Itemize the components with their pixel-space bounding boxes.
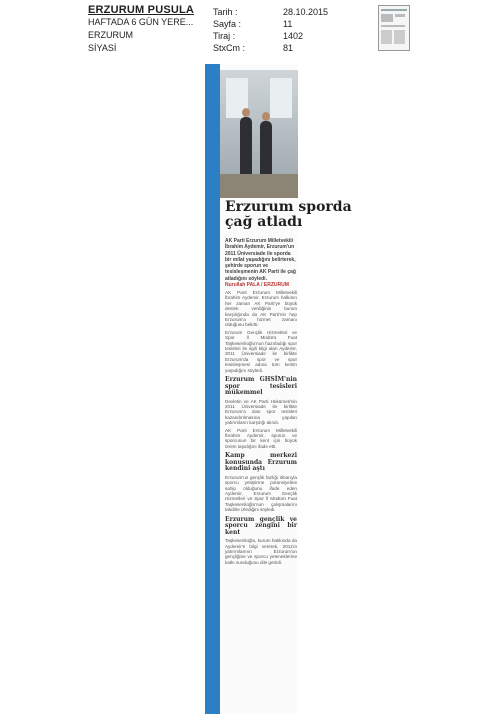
- body-paragraph: Taşkesenlioğlu, kurum hakkında da Aydemir'e bilgi vererek, 2011'in yatırımlarının Erzurum'un gençliğine ve sporcu yeteneklerine katkı sunduğunu dile getirdi.: [225, 538, 297, 565]
- field-page: [213, 18, 363, 30]
- thumbnail-block: [395, 14, 405, 17]
- body-paragraph: Erzurum'un gençlik fazlığı itibarıyla sporcu yetiştirme potansiyeline sahip olduğunu ifade eden Aydemir, Erzurum Gençlik Hizmetleri ve Spor İl Müdürü Fuat Taşkesenlioğlu'nun çalışmalarını takdirle izlediğini söyledi.: [225, 474, 297, 513]
- article-headline: [225, 199, 352, 230]
- field-stxcm-value: 81: [283, 43, 294, 53]
- field-stxcm: [213, 42, 363, 54]
- page-thumbnail: [378, 5, 410, 51]
- publication-frequency: HAFTADA 6 GÜN YERE...: [88, 17, 194, 27]
- field-page-value: 11: [283, 19, 293, 29]
- field-date: [213, 6, 363, 18]
- thumbnail-block: [381, 25, 405, 27]
- field-date-value: 28.10.2015: [283, 7, 329, 17]
- article-body: [225, 290, 297, 567]
- body-paragraph: Devletin ve AK Parti Hükümeti'nin 2011 Üniversiade ile birlikte Erzurum'a olan spor tesisleri kazandırılmasına yapılan yatırımların karşılığı alındı.: [225, 398, 297, 426]
- thumbnail-block: [381, 30, 392, 44]
- photo-person-head: [262, 112, 270, 121]
- article-photo: [220, 70, 298, 198]
- publication-city: ERZURUM: [88, 30, 133, 40]
- article-subhead: Erzurum GHSİM'nin spor tesisleri mükemmel: [225, 376, 297, 397]
- article-byline: Nurullah PALA / ERZURUM: [225, 282, 289, 288]
- body-paragraph: AK Parti Erzurum Milletvekili İbrahim Aydemir, Erzurum halkının her zaman AK Parti'ye büyük destek verdiğinin bunun karşılığında da AK Parti'nin hep Erzurum'a hizmet zamanı olduğunu belirtti.: [225, 290, 297, 328]
- field-stxcm-label: StxCm :: [213, 43, 246, 53]
- article-subhead: Erzurum gençlik ve sporcu zengini bir kent: [225, 515, 297, 536]
- field-circulation-value: 1402: [283, 31, 304, 41]
- field-circulation-label: Tiraj :: [213, 31, 236, 41]
- thumbnail-block: [394, 30, 405, 44]
- clipping-fields: [213, 6, 363, 54]
- thumbnail-photo: [381, 14, 393, 22]
- body-paragraph: AK Parti Erzurum Milletvekili İbrahim Aydemir, sporun ve sporcunun bir kent için büyük önem taşıdığını ifade etti.: [225, 427, 297, 449]
- article-subhead: Kamp merkezi konusunda Erzurum kendini aştı: [225, 452, 297, 473]
- thumbnail-masthead: [381, 9, 407, 11]
- photo-person: [240, 117, 252, 179]
- field-circulation: [213, 30, 363, 42]
- article-clipping: [205, 64, 352, 714]
- article-spot: AK Parti Erzurum Milletvekili İbrahim Aydemir, Erzurum'un 2011 Üniversiade ile sporda bir milat yaşadığını belirterek, şehirde sporun ve tesisleşmenin AK Parti ile çağ atladığını söyledi.: [225, 238, 296, 282]
- side-color-band: [205, 64, 220, 714]
- photo-person: [260, 121, 272, 179]
- headline-line-1: Erzurum sporda: [225, 199, 352, 215]
- body-paragraph: Erzurum Gençlik Hizmetleri ve Spor İl Müdürü Fuat Taşkesenlioğlu'nun hazırladığı spor tesisleri ile ilgili bilgi alan Aydemir, 2011 Üniversiade ile birlikte Erzurum'da spor ve spor tesisleşmesi adına tüm kentin yaşadığını söyledi.: [225, 329, 297, 373]
- headline-line-2: çağ atladı: [225, 214, 303, 230]
- publication-section: SİYASİ: [88, 43, 117, 53]
- photo-floor: [220, 174, 298, 198]
- publication-name: ERZURUM PUSULA: [88, 4, 195, 16]
- publication-info: [88, 4, 208, 55]
- field-date-label: Tarih :: [213, 7, 238, 17]
- field-page-label: Sayfa :: [213, 19, 242, 29]
- photo-window: [270, 78, 292, 118]
- photo-person-head: [242, 108, 250, 117]
- clipping-header: [0, 0, 487, 62]
